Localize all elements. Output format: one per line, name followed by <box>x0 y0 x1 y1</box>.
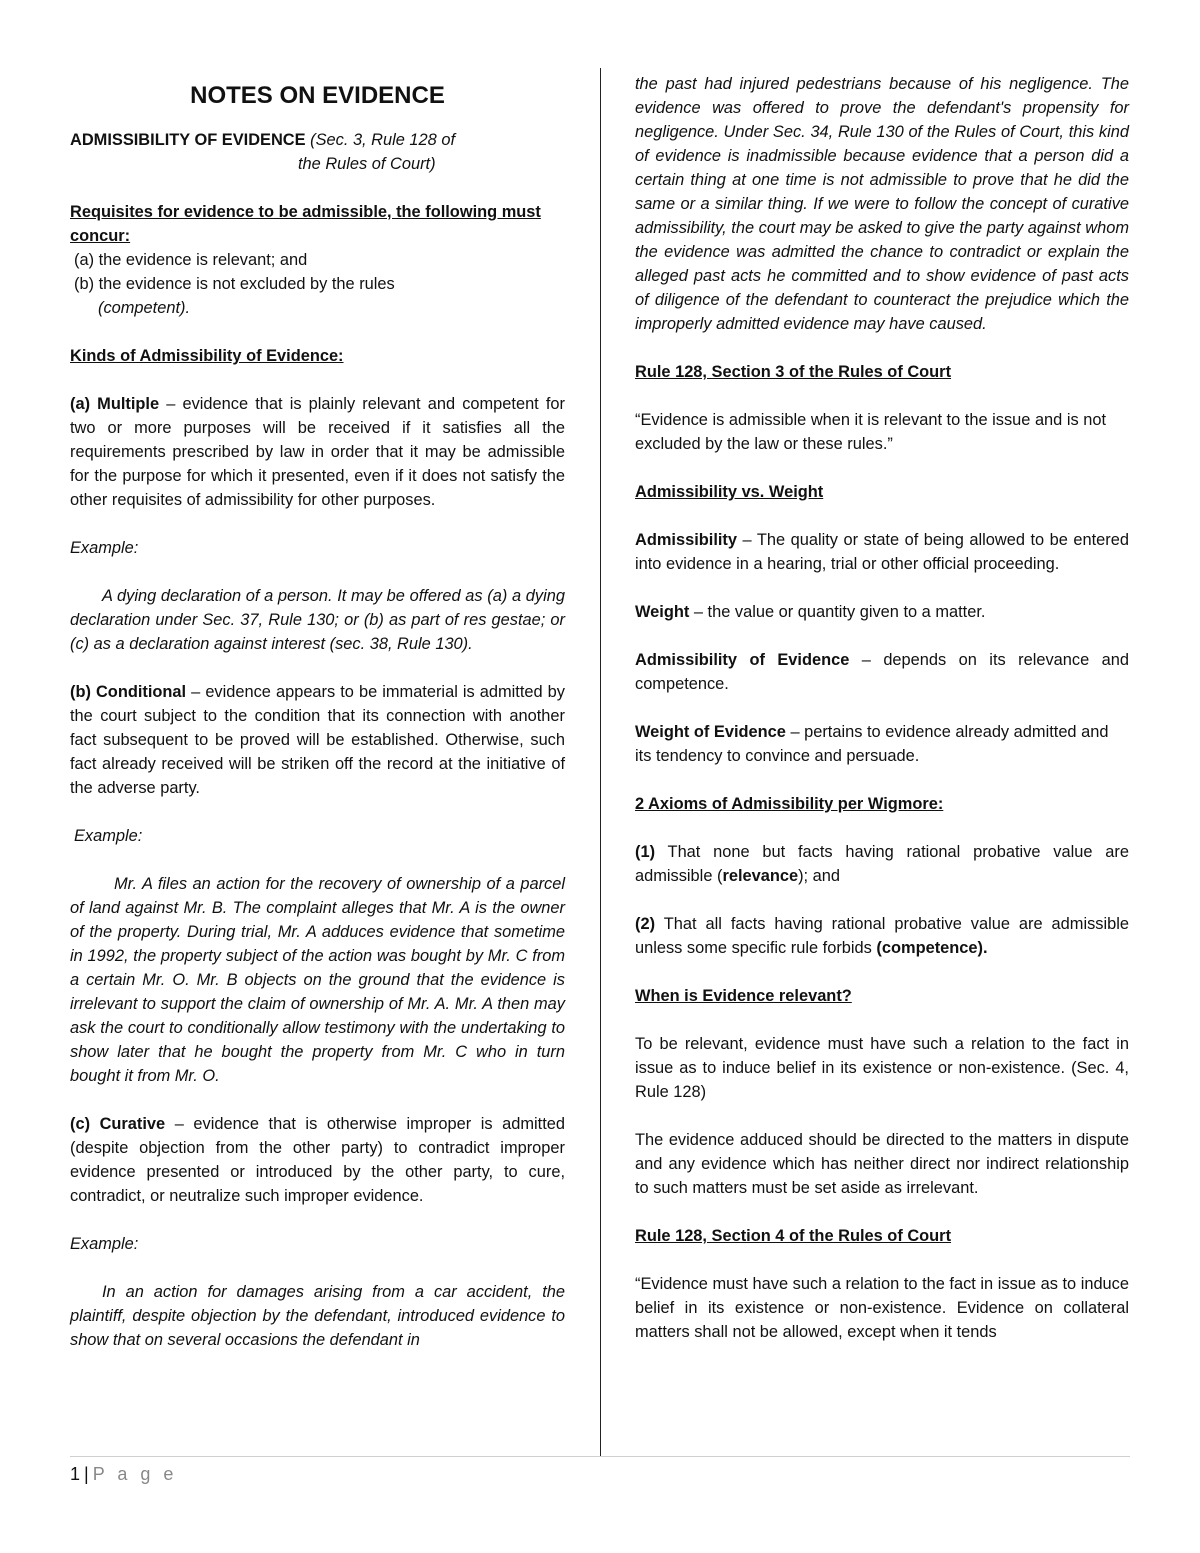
axioms-heading: 2 Axioms of Admissibility per Wigmore: <box>635 795 944 813</box>
axiom-1: (1) That none but facts having rational probative value are admissible (relevance); and <box>635 843 1129 885</box>
rule-128-sec-3-quote: “Evidence is admissible when it is relevant to the issue and is not excluded by the law or these rules.” <box>635 411 1107 453</box>
admissibility-definition: Admissibility – The quality or state of being allowed to be entered into evidence in a hearing, trial or other official proceeding. <box>635 531 1129 573</box>
footer-separator: | <box>84 1464 89 1484</box>
admissibility-of-evidence-definition: Admissibility of Evidence – depends on its relevance and competence. <box>635 651 1129 693</box>
curative-paragraph: (c) Curative – evidence that is otherwise improper is admitted (despite objection from the other party) to contradict improper evidence presented or introduced by the other party, to cure, contradict, or neutralize such improper evidence. <box>70 1115 565 1205</box>
admissibility-heading: ADMISSIBILITY OF EVIDENCE (Sec. 3, Rule 128 of <box>70 131 455 149</box>
example-3-text: In an action for damages arising from a car accident, the plaintiff, despite objection by the defendant, introduced evidence to show that on several occasions the defendant in <box>70 1283 565 1349</box>
page-title: NOTES ON EVIDENCE <box>190 82 445 109</box>
weight-definition: Weight – the value or quantity given to a matter. <box>635 603 986 621</box>
requisite-b: (b) the evidence is not excluded by the rules <box>74 275 395 293</box>
example-3-label: Example: <box>70 1235 139 1253</box>
admissibility-vs-weight-heading: Admissibility vs. Weight <box>635 483 824 501</box>
requisites-heading: Requisites for evidence to be admissible, the following must concur: <box>70 203 541 245</box>
right-column <box>635 72 1129 1344</box>
multiple-paragraph: (a) Multiple – evidence that is plainly relevant and competent for two or more purposes will be received if it satisfies all the requirements prescribed by law in order that it may be admissible for the purpose for which it presented, even if it does not satisfy the other requisites of admissibility for other purposes. <box>70 395 566 509</box>
example-1-label: Example: <box>70 539 139 557</box>
rule-128-sec-3-heading: Rule 128, Section 3 of the Rules of Court <box>635 363 952 381</box>
weight-of-evidence-definition: Weight of Evidence – pertains to evidence already admitted and its tendency to convince and persuade. <box>635 723 1109 765</box>
column-divider <box>600 68 601 1456</box>
footer-rule <box>70 1456 1130 1457</box>
example-2-text: Mr. A files an action for the recovery of ownership of a parcel of land against Mr. B. The complaint alleges that Mr. A is the owner of the property. During trial, Mr. A adduces evidence that sometime in 1992, the property subject of the action was bought by Mr. C from a certain Mr. O. Mr. B objects on the ground that the evidence is irrelevant to support the claim of ownership of Mr. A. Mr. A then may ask the court to conditionally allow testimony with the undertaking to show later that he bought the property from Mr. C who in turn bought it from Mr. O. <box>70 875 565 1085</box>
example-1-text: A dying declaration of a person. It may be offered as (a) a dying declaration under Sec. 37, Rule 130; or (b) as part of res gestae; or (c) as a declaration against interest (sec. 38, Rule 130). <box>70 587 565 653</box>
page-footer <box>70 1462 177 1486</box>
axiom-2: (2) That all facts having rational probative value are admissible unless some specific rule forbids (competence). <box>635 915 1129 957</box>
rule-128-sec-4-heading: Rule 128, Section 4 of the Rules of Court <box>635 1227 952 1245</box>
page-number: 1 <box>70 1464 81 1484</box>
conditional-paragraph: (b) Conditional – evidence appears to be immaterial is admitted by the court subject to the condition that its connection with another fact subsequent to be proved will be established. Otherwise, such fact already received will be striken off the record at the initiative of the adverse party. <box>70 683 565 797</box>
page-word: P a g e <box>92 1464 178 1484</box>
curative-example-continuation: the past had injured pedestrians because of his negligence. The evidence was offered to prove the defendant's propensity for negligence. Under Sec. 34, Rule 130 of the Rules of Court, this kind of evidence is inadmissible because evidence that a person did a certain thing at one time is not admissible to prove that he did the same or a similar thing. If we were to follow the concept of curative admissibility, the court may be asked to give the party against whom the evidence was admitted the chance to contradict or explain the alleged past acts he committed and to show evidence of past acts of diligence of the defendant to counteract the prejudice which the improperly admitted evidence may have caused. <box>635 75 1129 333</box>
requisite-b-cont: (competent). <box>98 299 191 317</box>
kinds-heading: Kinds of Admissibility of Evidence: <box>70 347 344 365</box>
relevant-heading: When is Evidence relevant? <box>635 987 852 1005</box>
rule-128-sec-4-quote: “Evidence must have such a relation to the fact in issue as to induce belief in its existence or non-existence. Evidence on collateral matters shall not be allowed, except when it tends <box>635 1275 1129 1341</box>
requisite-a: (a) the evidence is relevant; and <box>74 251 308 269</box>
relevant-text-2: The evidence adduced should be directed to the matters in dispute and any evidence which has neither direct nor indirect relationship to such matters must be set aside as irrelevant. <box>635 1131 1129 1197</box>
admissibility-heading-ref: the Rules of Court) <box>298 155 436 173</box>
left-column <box>70 72 565 1352</box>
relevant-text-1: To be relevant, evidence must have such a relation to the fact in issue as to induce belief in its existence or non-existence. (Sec. 4, Rule 128) <box>635 1035 1129 1101</box>
example-2-label: Example: <box>74 827 143 845</box>
